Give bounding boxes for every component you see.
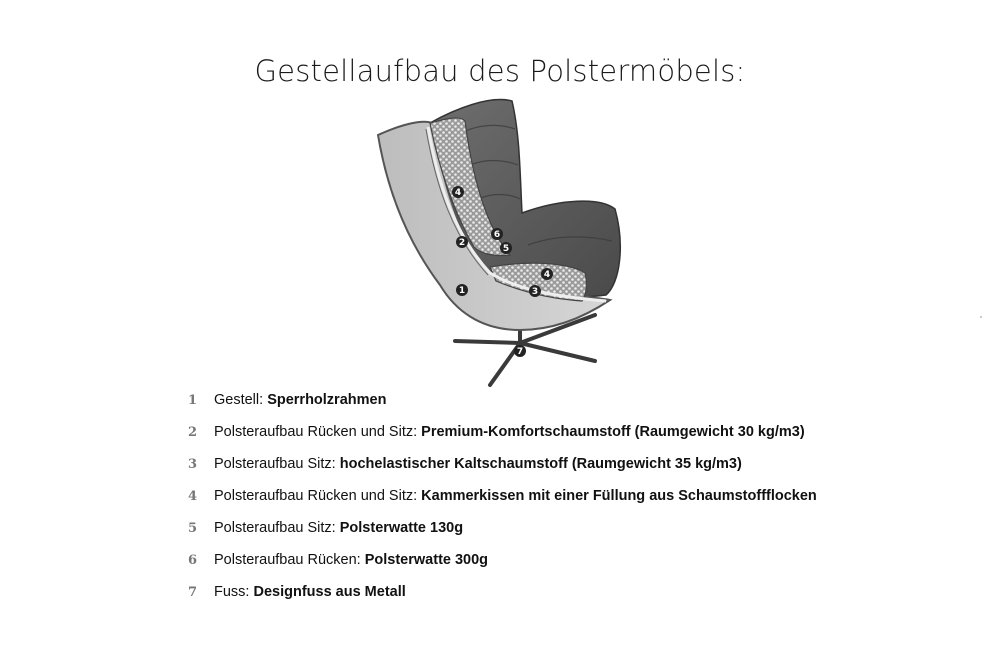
legend-label: Polsteraufbau Rücken: [214,552,365,568]
legend-item-5 [188,518,908,550]
legend-label: Polsteraufbau Sitz: [214,456,340,472]
legend-detail: Designfuss aus Metall [253,584,406,600]
legend-detail: Polsterwatte 130g [339,520,464,536]
legend-detail: Premium-Komfortschaumstoff (Raumgewicht 30 kg/m3) [421,424,805,440]
svg-text:2: 2 [458,238,466,248]
legend-label: Gestell: [214,392,268,408]
legend-item-3 [188,454,908,486]
svg-text:1: 1 [458,286,466,296]
marker-7 [514,345,526,357]
legend-number: 2 [188,425,198,440]
legend-item-1 [188,390,908,422]
svg-text:7: 7 [516,347,524,357]
svg-text:3: 3 [531,287,539,297]
legend-label: Polsteraufbau Rücken und Sitz: [214,488,422,504]
legend-label: Polsteraufbau Sitz: [214,520,340,536]
legend-number: 3 [188,457,198,472]
svg-text:5: 5 [502,244,510,254]
svg-text:4: 4 [543,270,551,280]
legend-number: 4 [188,489,198,504]
legend-number: 6 [188,553,198,568]
legend-item-2 [188,422,908,454]
legend-label: Fuss: [214,584,254,600]
legend-item-4 [188,486,908,518]
legend-number: 1 [188,393,198,408]
marker-4-seat [541,268,553,280]
legend-item-7 [188,582,908,614]
marker-3 [529,285,541,297]
marker-4-back [452,186,464,198]
svg-text:4: 4 [454,188,462,198]
legend-detail: Sperrholzrahmen [267,392,387,408]
marker-5 [500,242,512,254]
legend-label: Polsteraufbau Rücken und Sitz: [214,424,422,440]
legend-item-6 [188,550,908,582]
legend-detail: Polsterwatte 300g [364,552,489,568]
marker-2 [456,236,468,248]
page-title: Gestellaufbau des Polstermöbels: [254,54,746,88]
component-legend [188,390,908,614]
legend-number: 5 [188,521,198,536]
svg-text:6: 6 [493,230,501,240]
chair-cutaway-illustration [370,95,640,395]
marker-1 [456,284,468,296]
legend-detail: hochelastischer Kaltschaumstoff (Raumgewicht 35 kg/m3) [339,456,742,472]
legend-number: 7 [188,585,198,600]
legend-detail: Kammerkissen mit einer Füllung aus Schaumstoffflocken [421,488,817,504]
chair-svg [370,95,640,395]
marker-6 [491,228,503,240]
stray-dot [980,316,982,318]
